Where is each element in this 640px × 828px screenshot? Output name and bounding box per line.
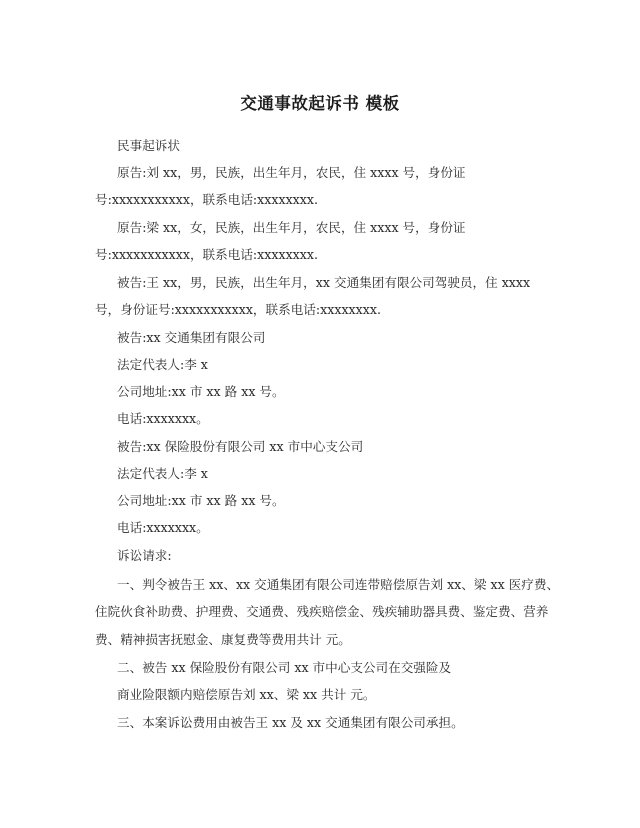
defendant-2-name: 被告:xx 交通集团有限公司 xyxy=(117,330,266,345)
document-title: 交通事故起诉书 模板 xyxy=(240,94,400,113)
claim-1-line-1: 一、判令被告王 xx、xx 交通集团有限公司连带赔偿原告刘 xx、梁 xx 医疗费、 xyxy=(117,577,560,592)
plaintiff-1-line-2: 号:xxxxxxxxxxx，联系电话:xxxxxxxx. xyxy=(95,192,318,207)
claim-1-line-2: 住院伙食补助费、护理费、交通费、残疾赔偿金、残疾辅助器具费、鉴定费、营养 xyxy=(95,604,549,619)
claim-1-line-3: 费、精神损害抚慰金、康复费等费用共计 元。 xyxy=(95,632,351,647)
defendant-3-address: 公司地址:xx 市 xx 路 xx 号。 xyxy=(117,493,285,508)
defendant-3-representative: 法定代表人:李 x xyxy=(117,466,208,481)
heading-civil-complaint: 民事起诉状 xyxy=(117,138,180,153)
claims-heading: 诉讼请求: xyxy=(117,548,172,563)
claim-3-line-1: 三、本案诉讼费用由被告王 xx 及 xx 交通集团有限公司承担。 xyxy=(117,715,464,730)
defendant-3-name: 被告:xx 保险股份有限公司 xx 市中心支公司 xyxy=(117,439,364,454)
claim-2-line-2: 商业险限额内赔偿原告刘 xx、梁 xx 共计 元。 xyxy=(117,687,376,702)
plaintiff-1-line-1: 原告:刘 xx，男，民族，出生年月，农民，住 xxxx 号，身份证 xyxy=(117,165,466,180)
defendant-1-line-1: 被告:王 xx，男，民族，出生年月，xx 交通集团有限公司驾驶员，住 xxxx xyxy=(117,275,531,290)
defendant-2-representative: 法定代表人:李 x xyxy=(117,357,208,372)
defendant-2-phone: 电话:xxxxxxx。 xyxy=(117,411,209,426)
claim-2-line-1: 二、被告 xx 保险股份有限公司 xx 市中心支公司在交强险及 xyxy=(117,660,452,675)
defendant-2-address: 公司地址:xx 市 xx 路 xx 号。 xyxy=(117,384,285,399)
defendant-1-line-2: 号，身份证号:xxxxxxxxxxx，联系电话:xxxxxxxx. xyxy=(95,302,381,317)
plaintiff-2-line-1: 原告:梁 xx，女，民族，出生年月，农民，住 xxxx 号，身份证 xyxy=(117,220,466,235)
defendant-3-phone: 电话:xxxxxxx。 xyxy=(117,520,209,535)
plaintiff-2-line-2: 号:xxxxxxxxxxx，联系电话:xxxxxxxx. xyxy=(95,247,318,262)
